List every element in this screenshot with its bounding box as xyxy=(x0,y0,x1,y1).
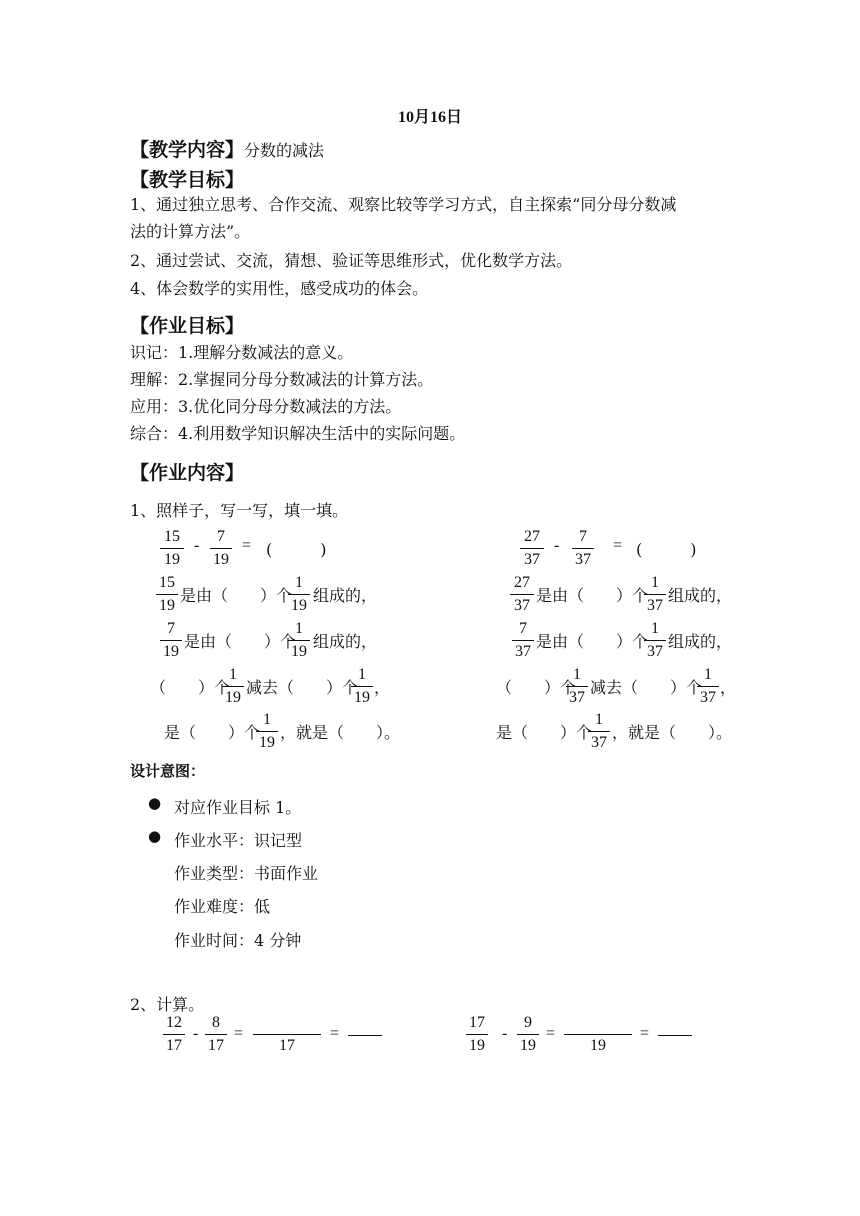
fraction: 15 19 xyxy=(160,527,184,570)
answer-fraction-blank: 17 xyxy=(253,1013,321,1056)
question-1-title: 1、照样子，写一写，填一填。 xyxy=(130,501,349,520)
equals-sign: = xyxy=(234,1025,244,1042)
fraction: 9 19 xyxy=(517,1013,539,1056)
fraction: 17 19 xyxy=(466,1013,488,1056)
design-difficulty: 作业难度：低 xyxy=(174,897,271,916)
equals-sign: = xyxy=(242,537,252,554)
minus-sign: - xyxy=(554,537,560,554)
design-time: 作业时间：4 分钟 xyxy=(174,931,302,950)
homework-goal-line: 综合：4.利用数学知识解决生活中的实际问题。 xyxy=(130,424,466,443)
text: ，就是（ ）。 xyxy=(612,723,733,742)
text: 是由（ ）个 xyxy=(536,632,649,651)
bullet-icon: ● xyxy=(148,827,162,845)
answer-fraction-blank: 19 xyxy=(564,1013,632,1056)
text: 组成的， xyxy=(313,586,378,605)
fraction: 1 19 xyxy=(288,573,310,616)
answer-blank-line xyxy=(348,1035,382,1036)
fraction: 1 19 xyxy=(351,665,373,708)
text: （ ）个 xyxy=(150,678,231,697)
text: 组成的， xyxy=(668,632,733,651)
fraction: 7 37 xyxy=(512,619,534,662)
fraction: 1 19 xyxy=(222,665,244,708)
text: 减去（ ）个 xyxy=(246,678,359,697)
homework-goal-line: 识记：1.理解分数减法的意义。 xyxy=(130,343,354,362)
homework-goals-label: 【作业目标】 xyxy=(130,315,245,337)
text: 是由（ ）个 xyxy=(536,586,649,605)
teaching-goals-label: 【教学目标】 xyxy=(130,169,245,191)
fraction: 7 19 xyxy=(210,527,232,570)
equals-sign: = xyxy=(613,537,623,554)
fraction: 8 17 xyxy=(205,1013,227,1056)
fraction: 1 37 xyxy=(644,573,666,616)
fraction: 1 19 xyxy=(288,619,310,662)
teaching-goal-line: 1、通过独立思考、合作交流、观察比较等学习方式，自主探索“同分母分数减 xyxy=(130,195,677,214)
text: 是（ ）个 xyxy=(164,723,261,742)
text: 组成的， xyxy=(313,632,378,651)
equals-sign: = xyxy=(640,1025,650,1042)
homework-goal-line: 应用：3.优化同分母分数减法的方法。 xyxy=(130,397,402,416)
fraction: 27 37 xyxy=(510,573,534,616)
text: 是由（ ）个 xyxy=(184,632,297,651)
text: （ ）个 xyxy=(496,678,577,697)
text: ， xyxy=(374,678,391,697)
fraction: 1 37 xyxy=(588,710,610,753)
fraction: 1 19 xyxy=(256,710,278,753)
teaching-goal-line: 法的计算方法”。 xyxy=(130,222,251,241)
fraction: 15 19 xyxy=(156,573,178,616)
teaching-content xyxy=(130,135,324,162)
homework-goal-line: 理解：2.掌握同分母分数减法的计算方法。 xyxy=(130,370,434,389)
answer-blank-line xyxy=(658,1035,692,1036)
text: ， xyxy=(720,678,737,697)
fraction: 7 37 xyxy=(572,527,594,570)
bullet-icon: ● xyxy=(148,794,162,812)
text: 减去（ ）个 xyxy=(590,678,703,697)
design-bullet-2: 作业水平：识记型 xyxy=(174,831,303,850)
design-type: 作业类型：书面作业 xyxy=(174,864,319,883)
fraction: 12 17 xyxy=(163,1013,185,1056)
fraction: 1 37 xyxy=(644,619,666,662)
fraction: 1 37 xyxy=(697,665,719,708)
text: 组成的， xyxy=(668,586,733,605)
fraction: 7 19 xyxy=(160,619,182,662)
design-bullet-1: 对应作业目标 1。 xyxy=(174,798,302,817)
teaching-goal-line: 4、体会数学的实用性，感受成功的体会。 xyxy=(130,279,429,298)
design-intent-label: 设计意图： xyxy=(130,762,206,780)
minus-sign: - xyxy=(194,537,200,554)
text: 是（ ）个 xyxy=(496,723,593,742)
minus-sign: - xyxy=(193,1025,199,1042)
text: 是由（ ）个 xyxy=(180,586,293,605)
teaching-content-label: 【教学内容】 xyxy=(130,139,245,161)
question-2-title: 2、计算。 xyxy=(130,995,205,1014)
fraction: 1 37 xyxy=(566,665,588,708)
fraction: 27 37 xyxy=(520,527,544,570)
equals-sign: = xyxy=(546,1025,556,1042)
homework-content-label: 【作业内容】 xyxy=(130,462,245,484)
text: ，就是（ ）。 xyxy=(280,723,401,742)
answer-blank: ( ) xyxy=(266,540,327,559)
teaching-goal-line: 2、通过尝试、交流，猜想、验证等思维形式，优化数学方法。 xyxy=(130,251,573,270)
date-heading: 10月16日 xyxy=(397,109,462,126)
equals-sign: = xyxy=(330,1025,340,1042)
minus-sign: - xyxy=(502,1025,508,1042)
answer-blank: ( ) xyxy=(636,540,697,559)
teaching-content-text: 分数的减法 xyxy=(244,141,325,160)
